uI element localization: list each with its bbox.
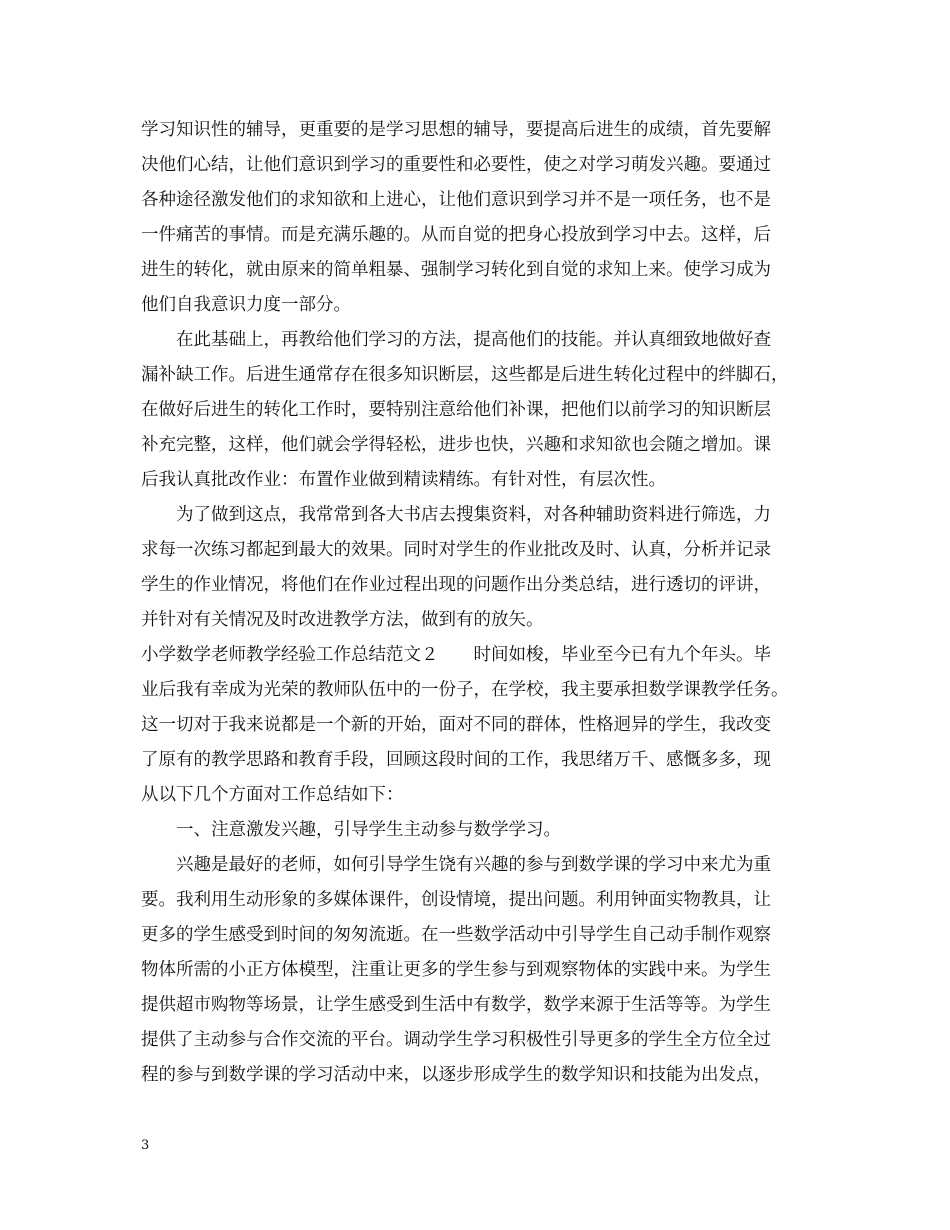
text-line: 了原有的教学思路和教育手段，回顾这段时间的工作，我思绪万千、感慨多多，现 (141, 750, 771, 770)
text-line: 在做好后进生的转化工作时，要特别注意给他们补课，把他们以前学习的知识断层 (141, 400, 771, 420)
text-line: 这一切对于我来说都是一个新的开始，面对不同的群体，性格迥异的学生，我改变 (141, 715, 771, 735)
page-number: 3 (141, 1138, 150, 1153)
text-line: 一件痛苦的事情。而是充满乐趣的。从而自觉的把身心投放到学习中去。这样，后 (141, 225, 771, 245)
text-line: 业后我有幸成为光荣的教师队伍中的一份子，在学校，我主要承担数学课教学任务。 (141, 680, 789, 700)
text-line: 要。我利用生动形象的多媒体课件，创设情境，提出问题。利用钟面实物教具，让 (141, 890, 771, 910)
text-line: 在此基础上，再教给他们学习的方法，提高他们的技能。并认真细致地做好查 (141, 330, 771, 350)
text-line: 提供超市购物等场景，让学生感受到生活中有数学，数学来源于生活等等。为学生 (141, 995, 771, 1015)
text-line: 决他们心结，让他们意识到学习的重要性和必要性，使之对学习萌发兴趣。要通过 (141, 155, 771, 175)
text-line: 物体所需的小正方体模型，注重让更多的学生参与到观察物体的实践中来。为学生 (141, 960, 771, 980)
text-line: 漏补缺工作。后进生通常存在很多知识断层，这些都是后进生转化过程中的绊脚石， (141, 365, 789, 385)
text-line: 学生的作业情况，将他们在作业过程出现的问题作出分类总结，进行透切的评讲， (141, 575, 771, 595)
text-line: 为了做到这点，我常常到各大书店去搜集资料，对各种辅助资料进行筛选，力 (141, 505, 771, 525)
text-line: 从以下几个方面对工作总结如下： (141, 785, 404, 805)
text-line: 补充完整，这样，他们就会学得轻松，进步也快，兴趣和求知欲也会随之增加。课 (141, 435, 771, 455)
text-line: 他们自我意识力度一部分。 (141, 295, 351, 315)
text-line: 学习知识性的辅导，更重要的是学习思想的辅导，要提高后进生的成绩，首先要解 (141, 120, 771, 140)
text-line: 兴趣是最好的老师，如何引导学生饶有兴趣的参与到数学课的学习中来尤为重 (141, 855, 771, 875)
section-heading-line: 小学数学老师教学经验工作总结范文２ 时间如梭，毕业至今已有九个年头。毕 (141, 645, 771, 665)
text-line: 程的参与到数学课的学习活动中来，以逐步形成学生的数学知识和技能为出发点， (141, 1065, 771, 1085)
subheading-line: 一、注意激发兴趣，引导学生主动参与数学学习。 (141, 820, 561, 840)
text-line: 进生的转化，就由原来的简单粗暴、强制学习转化到自觉的求知上来。使学习成为 (141, 260, 771, 280)
text-line: 后我认真批改作业：布置作业做到精读精练。有针对性，有层次性。 (141, 470, 666, 490)
text-line: 各种途径激发他们的求知欲和上进心，让他们意识到学习并不是一项任务，也不是 (141, 190, 771, 210)
text-line: 提供了主动参与合作交流的平台。调动学生学习积极性引导更多的学生全方位全过 (141, 1030, 771, 1050)
text-line: 求每一次练习都起到最大的效果。同时对学生的作业批改及时、认真，分析并记录 (141, 540, 771, 560)
text-line: 更多的学生感受到时间的匆匆流逝。在一些数学活动中引导学生自己动手制作观察 (141, 925, 771, 945)
text-line: 并针对有关情况及时改进教学方法，做到有的放矢。 (141, 610, 544, 630)
